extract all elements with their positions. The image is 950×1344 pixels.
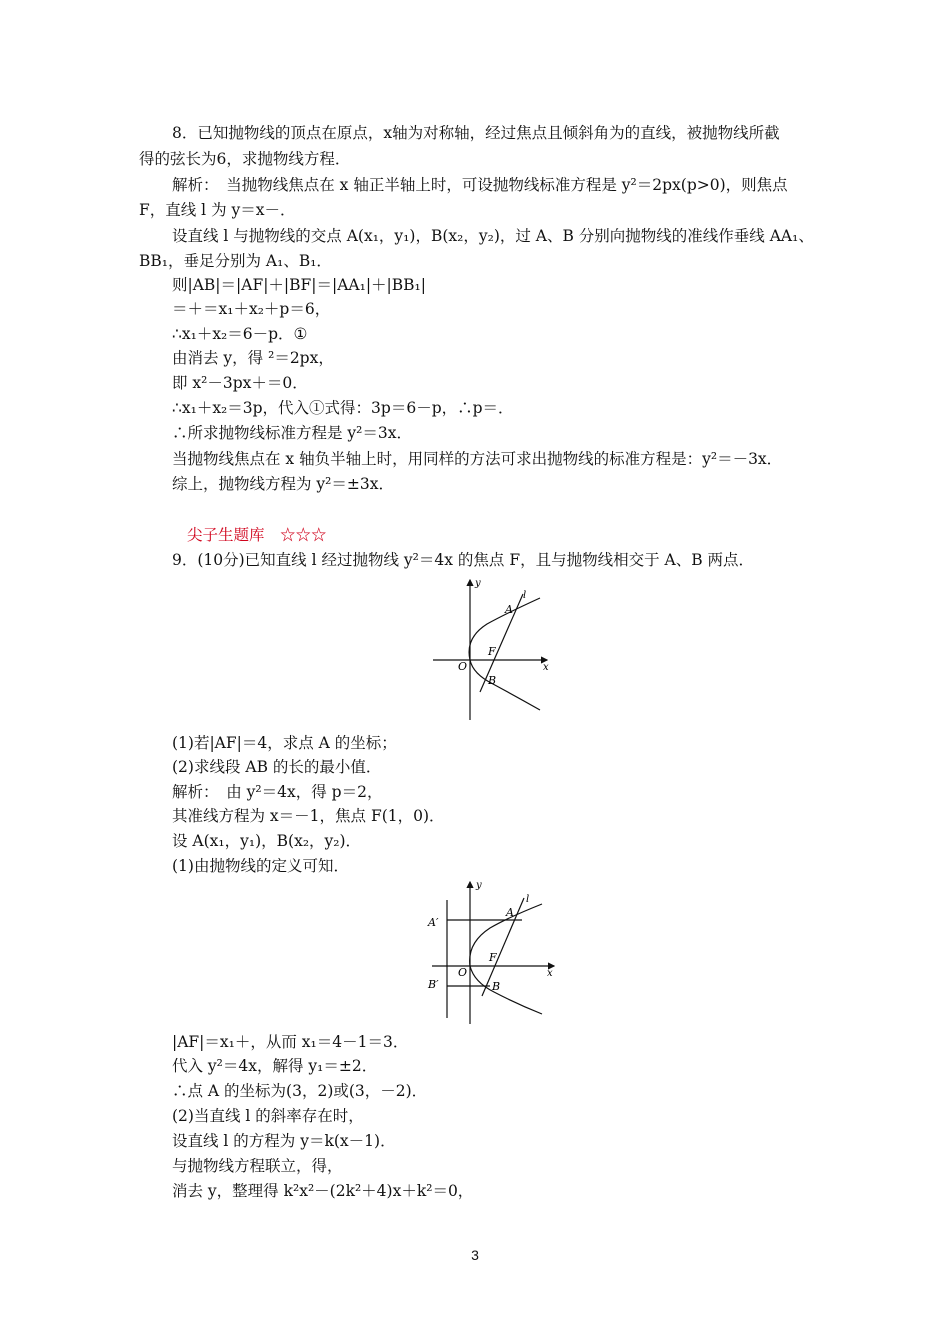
label-F: F <box>488 645 496 658</box>
label-x: x <box>543 662 549 673</box>
page-number: 3 <box>471 1247 479 1263</box>
label-l: l <box>523 590 527 601</box>
label-O: O <box>458 660 468 673</box>
solution-9-line: 设 A(x₁，y₁)，B(x₂，y₂)． <box>172 832 362 850</box>
solution-8-line: 即 x²－3px＋＝0． <box>172 374 308 392</box>
solution-9-line: 代入 y²＝4x，解得 y₁＝±2． <box>172 1057 378 1075</box>
label-B-prime: B′ <box>428 978 439 991</box>
label-A: A <box>506 906 514 919</box>
solution-9-line: 设直线 l 的方程为 y＝k(x－1)． <box>172 1132 396 1150</box>
solution-8-line: ∴x₁＋x₂＝3p，代入①式得：3p＝6－p，∴p＝． <box>172 399 514 417</box>
solution-8-line: 设直线 l 与抛物线的交点 A(x₁，y₁)，B(x₂，y₂)，过 A、B 分别向抛物线的准线作垂线 AA₁、 <box>172 227 814 245</box>
solution-8-line: 由消去 y，得 ²＝2px， <box>172 349 334 367</box>
label-B: B <box>492 980 501 993</box>
solution-8-line: 解析： 当抛物线焦点在 x 轴正半轴上时，可设抛物线标准方程是 y²＝2px(p>0)，则焦点 <box>172 176 788 194</box>
solution-8-line: BB₁，垂足分别为 A₁、B₁． <box>139 252 332 270</box>
section-heading: 尖子生题库 ☆☆☆ <box>187 526 327 544</box>
solution-9-line: 其准线方程为 x＝－1，焦点 F(1，0)． <box>172 807 445 825</box>
line-l <box>480 594 523 692</box>
parabola-figure-1 <box>425 572 555 722</box>
line-l <box>482 898 524 996</box>
solution-9-line: 解析： 由 y²＝4x，得 p＝2， <box>172 783 383 801</box>
solution-9-line: ∴点 A 的坐标为(3，2)或(3，－2)． <box>172 1082 428 1100</box>
solution-9-line: 与抛物线方程联立，得， <box>172 1157 343 1175</box>
label-F: F <box>489 951 497 964</box>
problem-8-statement-line2: 得的弦长为6，求抛物线方程． <box>139 150 351 168</box>
label-y: y <box>475 578 481 589</box>
solution-8-line: 综上，抛物线方程为 y²＝±3x． <box>172 475 394 493</box>
subquestion-2: (2)求线段 AB 的长的最小值． <box>172 758 382 776</box>
solution-8-line: ＝＋＝x₁＋x₂＋p＝6， <box>172 300 331 318</box>
label-x: x <box>547 968 553 979</box>
label-l: l <box>526 894 530 905</box>
subquestion-1: (1)若|AF|＝4，求点 A 的坐标； <box>172 734 397 752</box>
label-B: B <box>488 674 497 687</box>
solution-8-line: F，直线 l 为 y＝x－． <box>139 201 296 219</box>
label-A-prime: A′ <box>428 916 439 929</box>
problem-9-statement: 9．(10分)已知直线 l 经过抛物线 y²＝4x 的焦点 F，且与抛物线相交于 A、B 两点． <box>172 551 755 569</box>
label-A: A <box>505 603 513 616</box>
solution-8-line: 当抛物线焦点在 x 轴负半轴上时，用同样的方法可求出抛物线的标准方程是：y²＝－3x． <box>172 450 783 468</box>
solution-8-line: 则|AB|＝|AF|＋|BF|＝|AA₁|＋|BB₁| <box>172 276 426 294</box>
problem-8-statement-line1: 8．已知抛物线的顶点在原点，x轴为对称轴，经过焦点且倾斜角为的直线，被抛物线所截 <box>172 124 780 142</box>
solution-8-line: ∴所求抛物线标准方程是 y²＝3x． <box>172 424 413 442</box>
solution-8-line: ∴x₁＋x₂＝6－p．① <box>172 325 308 343</box>
parabola-figure-2 <box>422 878 562 1026</box>
solution-9-line: |AF|＝x₁＋，从而 x₁＝4－1＝3． <box>172 1033 409 1051</box>
label-y: y <box>476 880 482 891</box>
solution-9-line: 消去 y，整理得 k²x²－(2k²＋4)x＋k²＝0， <box>172 1182 474 1200</box>
solution-9-line: (1)由抛物线的定义可知． <box>172 857 349 875</box>
solution-9-line: (2)当直线 l 的斜率存在时， <box>172 1107 364 1125</box>
label-O: O <box>458 966 468 979</box>
